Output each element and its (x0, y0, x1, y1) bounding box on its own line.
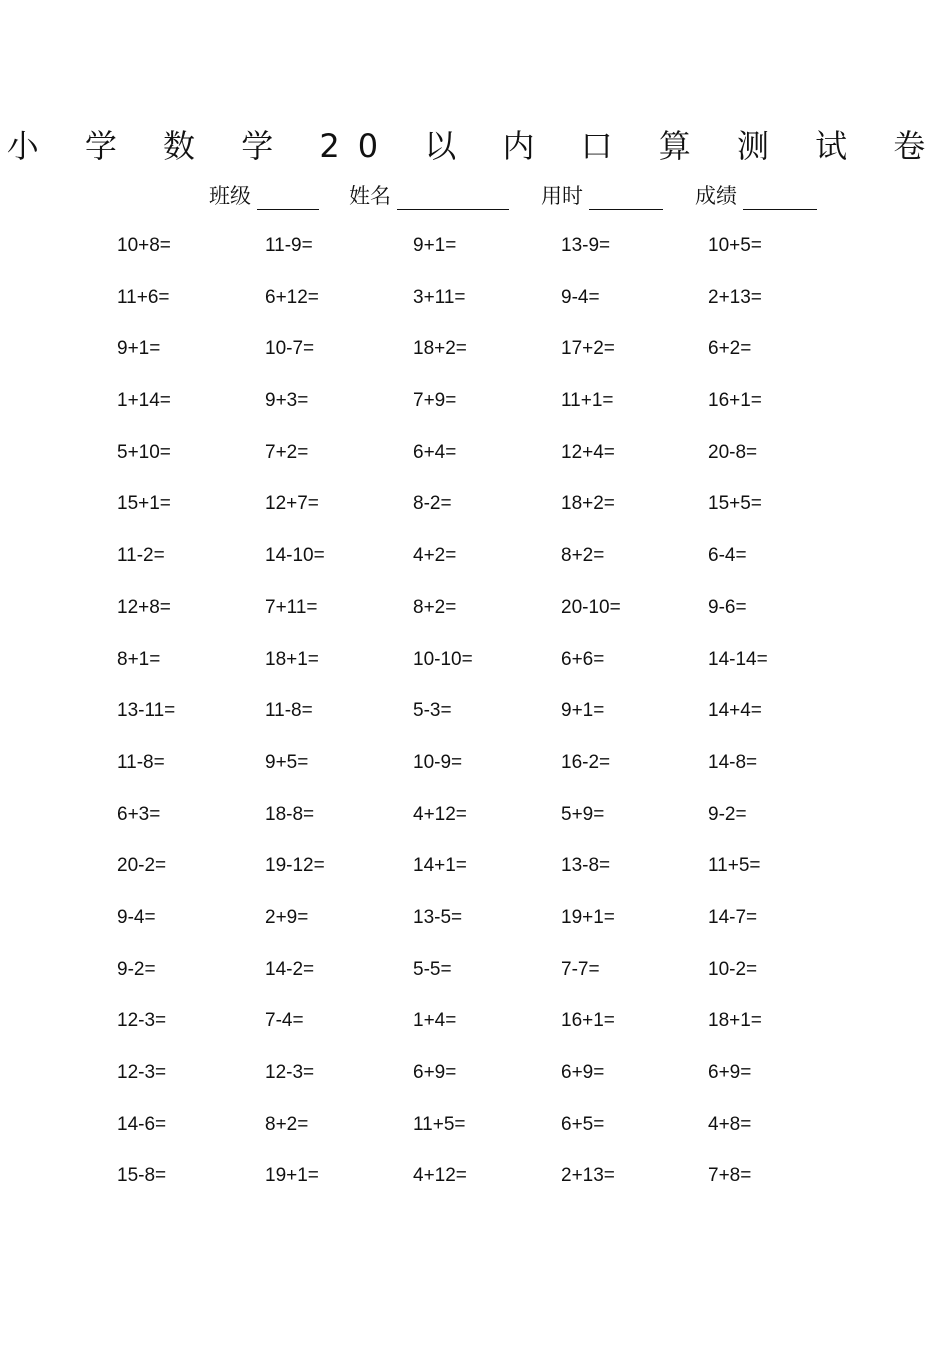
problem-item: 15-8= (117, 1165, 167, 1187)
problem-item: 13-11= (117, 700, 176, 722)
name-field[interactable] (349, 178, 509, 210)
problem-item: 20-8= (708, 441, 758, 463)
problem-item: 7+11= (265, 596, 318, 618)
problem-grid (117, 228, 857, 1210)
problem-item: 19+1= (265, 1165, 319, 1187)
problem-item: 11+1= (561, 390, 614, 412)
score-blank[interactable] (743, 183, 817, 210)
time-label: 用时 (541, 184, 583, 208)
problem-item: 5+9= (561, 803, 605, 825)
problem-item: 12-3= (117, 1062, 167, 1083)
problem-row (117, 1107, 857, 1159)
problem-item: 12+7= (265, 493, 319, 515)
problem-item: 20-10= (561, 596, 621, 618)
problem-item: 16+1= (708, 390, 762, 412)
problem-item: 9+1= (413, 235, 457, 256)
problem-item: 12-3= (117, 1010, 167, 1032)
problem-item: 14+4= (708, 700, 762, 722)
problem-item: 9+5= (265, 751, 309, 773)
problem-item: 14-8= (708, 751, 758, 773)
problem-item: 1+14= (117, 390, 171, 412)
problem-row (117, 280, 857, 332)
problem-item: 10+8= (117, 235, 171, 256)
problem-item: 14-10= (265, 545, 325, 567)
problem-item: 18-8= (265, 803, 315, 825)
problem-item: 14-7= (708, 906, 758, 928)
problem-row (117, 900, 857, 952)
problem-item: 9+1= (117, 338, 161, 360)
problem-item: 17+2= (561, 338, 615, 360)
problem-item: 14-2= (265, 958, 315, 980)
problem-item: 18+2= (561, 493, 615, 515)
problem-row (117, 486, 857, 538)
problem-row (117, 383, 857, 435)
problem-item: 11+6= (117, 286, 170, 308)
problem-item: 9-4= (561, 286, 600, 308)
problem-row (117, 435, 857, 487)
problem-item: 2+13= (708, 286, 762, 308)
student-info-row (0, 178, 950, 212)
problem-item: 9+1= (561, 700, 605, 722)
problem-row (117, 745, 857, 797)
problem-row (117, 538, 857, 590)
problem-item: 9-2= (117, 958, 156, 980)
score-field[interactable] (695, 178, 817, 210)
problem-item: 6+3= (117, 803, 161, 825)
problem-item: 7+8= (708, 1165, 752, 1187)
problem-item: 4+8= (708, 1113, 752, 1135)
problem-item: 7-7= (561, 958, 600, 980)
problem-row (117, 331, 857, 383)
problem-item: 6+12= (265, 286, 319, 308)
problem-item: 12+8= (117, 596, 171, 618)
problem-item: 7+9= (413, 390, 457, 412)
problem-item: 4+2= (413, 545, 457, 567)
problem-item: 18+1= (708, 1010, 762, 1032)
problem-item: 15+1= (117, 493, 171, 515)
problem-item: 6+4= (413, 441, 457, 463)
problem-row (117, 693, 857, 745)
problem-row (117, 228, 857, 280)
name-blank[interactable] (397, 183, 509, 210)
problem-item: 4+12= (413, 803, 467, 825)
problem-item: 18+2= (413, 338, 467, 360)
problem-item: 6+9= (708, 1062, 752, 1083)
problem-item: 8+2= (561, 545, 605, 567)
problem-item: 11+5= (708, 855, 761, 877)
problem-item: 4+12= (413, 1165, 467, 1187)
problem-row (117, 1055, 857, 1107)
problem-item: 2+13= (561, 1165, 615, 1187)
problem-item: 6+9= (561, 1062, 605, 1083)
problem-item: 19+1= (561, 906, 615, 928)
problem-item: 8+2= (413, 596, 457, 618)
problem-item: 11-9= (265, 235, 313, 256)
problem-item: 15+5= (708, 493, 762, 515)
problem-item: 16+1= (561, 1010, 615, 1032)
problem-item: 19-12= (265, 855, 325, 877)
problem-item: 13-9= (561, 235, 611, 256)
problem-item: 5-3= (413, 700, 452, 722)
problem-item: 3+11= (413, 286, 466, 308)
problem-item: 9-4= (117, 906, 156, 928)
problem-item: 11-2= (117, 545, 165, 567)
problem-item: 14-6= (117, 1113, 167, 1135)
problem-row (117, 848, 857, 900)
problem-item: 10+5= (708, 235, 762, 256)
problem-item: 6+9= (413, 1062, 457, 1083)
problem-item: 10-10= (413, 648, 473, 670)
class-field[interactable] (209, 178, 319, 210)
time-blank[interactable] (589, 183, 663, 210)
problem-item: 10-7= (265, 338, 315, 360)
problem-item: 6+5= (561, 1113, 605, 1135)
problem-row (117, 642, 857, 694)
problem-item: 9+3= (265, 390, 309, 412)
problem-item: 6-4= (708, 545, 747, 567)
class-label: 班级 (209, 184, 251, 208)
problem-item: 7-4= (265, 1010, 304, 1032)
problem-item: 16-2= (561, 751, 611, 773)
time-field[interactable] (541, 178, 663, 210)
problem-item: 14-14= (708, 648, 768, 670)
problem-row (117, 1158, 857, 1210)
problem-item: 7+2= (265, 441, 309, 463)
problem-item: 10-2= (708, 958, 758, 980)
problem-row (117, 1003, 857, 1055)
problem-item: 11+5= (413, 1113, 466, 1135)
problem-item: 8+1= (117, 648, 161, 670)
problem-item: 13-8= (561, 855, 611, 877)
problem-item: 20-2= (117, 855, 167, 877)
problem-item: 6+6= (561, 648, 605, 670)
problem-item: 12-3= (265, 1062, 315, 1083)
problem-item: 2+9= (265, 906, 309, 928)
problem-item: 1+4= (413, 1010, 457, 1032)
problem-item: 5+10= (117, 441, 171, 463)
problem-item: 10-9= (413, 751, 463, 773)
problem-item: 9-6= (708, 596, 747, 618)
problem-item: 5-5= (413, 958, 452, 980)
problem-row (117, 590, 857, 642)
problem-item: 14+1= (413, 855, 467, 877)
problem-item: 9-2= (708, 803, 747, 825)
problem-item: 11-8= (117, 751, 165, 773)
problem-item: 12+4= (561, 441, 615, 463)
name-label: 姓名 (349, 184, 391, 208)
problem-item: 13-5= (413, 906, 463, 928)
problem-item: 6+2= (708, 338, 752, 360)
problem-row (117, 797, 857, 849)
class-blank[interactable] (257, 183, 319, 210)
page-title: 小 学 数 学 20 以 内 口 算 测 试 卷 (6, 127, 944, 165)
problem-item: 8+2= (265, 1113, 309, 1135)
problem-item: 11-8= (265, 700, 313, 722)
problem-item: 18+1= (265, 648, 319, 670)
problem-row (117, 952, 857, 1004)
problem-item: 8-2= (413, 493, 452, 515)
score-label: 成绩 (695, 184, 737, 208)
